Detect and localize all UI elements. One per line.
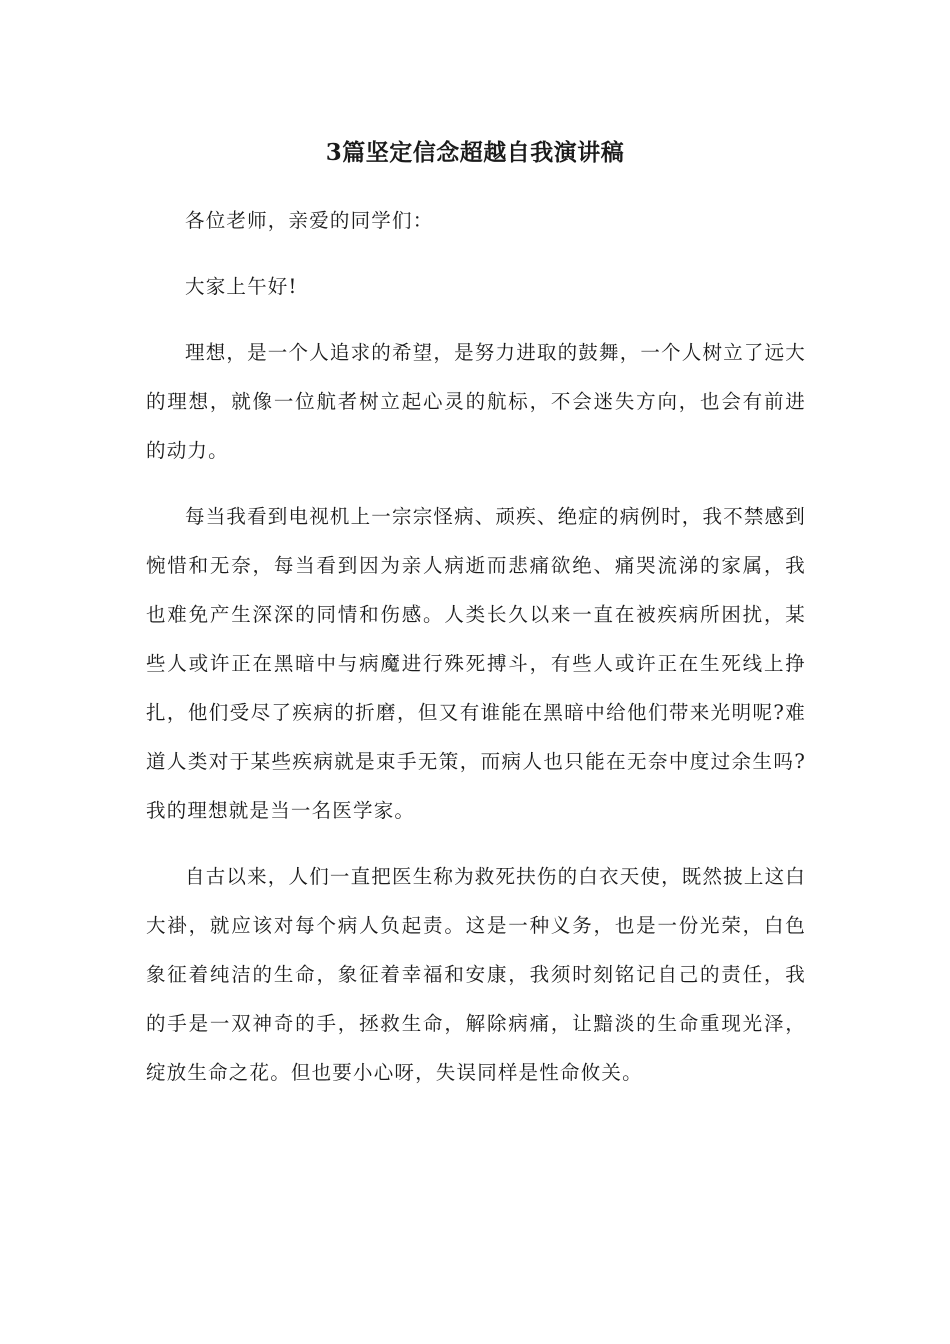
paragraph-doctor: 自古以来，人们一直把医生称为救死扶伤的白衣天使，既然披上这白大褂，就应该对每个病人负起责。这是一种义务，也是一份光荣，白色象征着纯洁的生命，象征着幸福和安康，我须时刻铭记自己的责任，我的手是一双神奇的手，拯救生命，解除病痛，让黯淡的生命重现光泽，绽放生命之花。但也要小心呀，失误同样是性命攸关。 <box>146 865 807 1084</box>
document-title: 3篇坚定信念超越自我演讲稿 <box>325 139 625 166</box>
paragraph-salutation: 大家上午好! <box>185 275 298 298</box>
document-body <box>146 196 806 1097</box>
paragraph-greeting: 各位老师，亲爱的同学们： <box>185 209 434 232</box>
paragraph-ideal: 理想，是一个人追求的希望，是努力进取的鼓舞，一个人树立了远大的理想，就像一位航者树立起心灵的航标，不会迷失方向，也会有前进的动力。 <box>146 341 807 462</box>
paragraph-disease: 每当我看到电视机上一宗宗怪病、顽疾、绝症的病例时，我不禁感到惋惜和无奈，每当看到因为亲人病逝而悲痛欲绝、痛哭流涕的家属，我也难免产生深深的同情和伤感。人类长久以来一直在被疾病所困扰，某些人或许正在黑暗中与病魔进行殊死搏斗，有些人或许正在生死线上挣扎，他们受尽了疾病的折磨，但又有谁能在黑暗中给他们带来光明呢?难道人类对于某些疾病就是束手无策，而病人也只能在无奈中度过余生吗?我的理想就是当一名医学家。 <box>146 505 807 822</box>
